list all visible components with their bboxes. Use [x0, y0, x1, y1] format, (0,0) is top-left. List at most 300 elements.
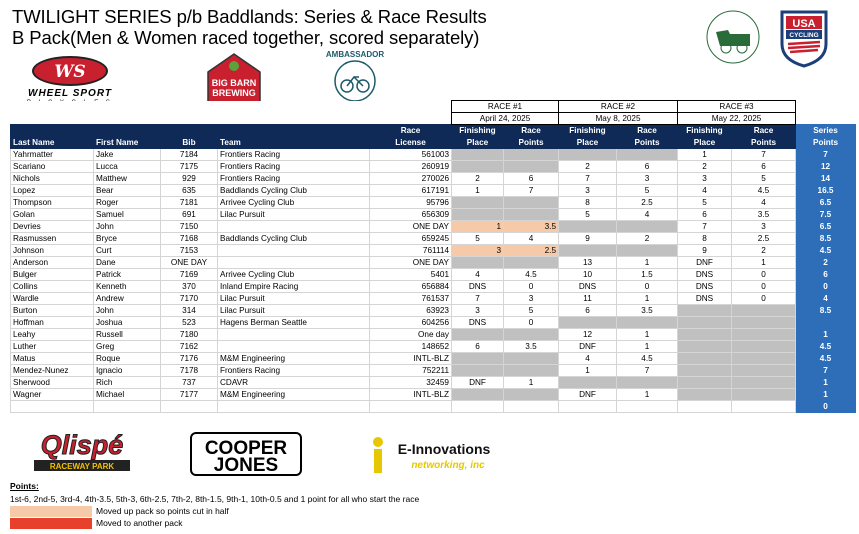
- cell-r2-points: [617, 317, 678, 329]
- cell-series-points: 4: [796, 293, 856, 305]
- cell-license: 659245: [370, 233, 452, 245]
- table-row: [11, 173, 856, 185]
- header-r2-points-2: Points: [617, 137, 678, 149]
- cell-license: INTL-BLZ: [370, 353, 452, 365]
- cell-team: M&M Engineering: [218, 353, 370, 365]
- cell-r2-points: 1: [617, 341, 678, 353]
- cell-r1-points: 1: [504, 377, 559, 389]
- cell-r2-place: 10: [559, 269, 617, 281]
- cell-r2-place: 2: [559, 161, 617, 173]
- cell-first-name: Andrew: [94, 293, 161, 305]
- cell-bib: 737: [161, 377, 218, 389]
- qlispe-raceway-park-logo: [22, 424, 142, 484]
- cell-last-name: Matus: [11, 353, 94, 365]
- cell-r1-points: 6: [504, 173, 559, 185]
- cell-license: 270026: [370, 173, 452, 185]
- cell-last-name: Burton: [11, 305, 94, 317]
- cell-r3-place: [678, 389, 732, 401]
- table-row: [11, 317, 856, 329]
- cell-team: Baddlands Cycling Club: [218, 233, 370, 245]
- cell-first-name: John: [94, 305, 161, 317]
- header-r1-place-1: Finishing: [452, 125, 504, 137]
- cell-bib: 7169: [161, 269, 218, 281]
- cell-r1-points: 3.5: [504, 221, 559, 233]
- header-bib: Bib: [161, 125, 218, 149]
- header-license-1: Race: [370, 125, 452, 137]
- cell-last-name: Collins: [11, 281, 94, 293]
- cell-r2-points: 4.5: [617, 353, 678, 365]
- cell-r1-points: [504, 209, 559, 221]
- cell-series-points: 6.5: [796, 221, 856, 233]
- header-r1-points-1: Race: [504, 125, 559, 137]
- cell-series-points: 7: [796, 149, 856, 161]
- cell-r2-points: 1: [617, 257, 678, 269]
- cell-r1-points: 3.5: [504, 341, 559, 353]
- legend-swatch-red: [10, 518, 92, 529]
- cell-series-points: [796, 317, 856, 329]
- cell-bib: 7178: [161, 365, 218, 377]
- cell-r1-place: 3: [452, 305, 504, 317]
- cell-r1-place: 2: [452, 173, 504, 185]
- cell-r1-points: 2.5: [504, 245, 559, 257]
- cell-bib: 7184: [161, 149, 218, 161]
- cell-license: 656884: [370, 281, 452, 293]
- cell-r1-place: [452, 257, 504, 269]
- cell-series-points: 4.5: [796, 353, 856, 365]
- cell-r2-points: 0: [617, 281, 678, 293]
- cell-license: INTL-BLZ: [370, 389, 452, 401]
- cell-r2-points: 1.5: [617, 269, 678, 281]
- cell-last-name: Leahy: [11, 329, 94, 341]
- table-row: [11, 233, 856, 245]
- cell-r1-place: [452, 353, 504, 365]
- cell-r2-points: 3.5: [617, 305, 678, 317]
- cell-r3-place: 5: [678, 197, 732, 209]
- cell-r1-place: [452, 401, 504, 413]
- cell-first-name: Rich: [94, 377, 161, 389]
- cell-r2-place: [559, 245, 617, 257]
- cell-team: Lilac Pursuit: [218, 209, 370, 221]
- cell-r2-place: 6: [559, 305, 617, 317]
- cell-r3-points: [732, 305, 796, 317]
- cell-series-points: 6: [796, 269, 856, 281]
- cell-r2-points: [617, 149, 678, 161]
- cell-r1-points: [504, 197, 559, 209]
- cell-last-name: Devries: [11, 221, 94, 233]
- cell-r1-points: 7: [504, 185, 559, 197]
- cell-license: 148652: [370, 341, 452, 353]
- cell-r3-points: [732, 317, 796, 329]
- cell-license: 761114: [370, 245, 452, 257]
- header-r2-place-1: Finishing: [559, 125, 617, 137]
- cell-first-name: Bear: [94, 185, 161, 197]
- cell-license: 561003: [370, 149, 452, 161]
- cell-r2-place: [559, 401, 617, 413]
- table-row: [11, 197, 856, 209]
- cell-r1-points: [504, 365, 559, 377]
- cell-r3-place: 6: [678, 209, 732, 221]
- cell-r2-points: 2.5: [617, 197, 678, 209]
- cell-r1-points: [504, 149, 559, 161]
- cell-first-name: Ignacio: [94, 365, 161, 377]
- cell-team: [218, 245, 370, 257]
- cell-last-name: Anderson: [11, 257, 94, 269]
- cell-r2-points: 3: [617, 173, 678, 185]
- cell-first-name: Jake: [94, 149, 161, 161]
- cell-team: [218, 341, 370, 353]
- cell-series-points: 1: [796, 389, 856, 401]
- table-row: [11, 341, 856, 353]
- cell-r2-place: DNF: [559, 389, 617, 401]
- cell-r3-points: [732, 389, 796, 401]
- cell-first-name: Joshua: [94, 317, 161, 329]
- cell-bib: 7168: [161, 233, 218, 245]
- cell-bib: 7176: [161, 353, 218, 365]
- cell-last-name: Sherwood: [11, 377, 94, 389]
- svg-text:networking, inc: networking, inc: [411, 460, 485, 471]
- cell-bib: 929: [161, 173, 218, 185]
- cell-r3-place: [678, 317, 732, 329]
- page-title: [12, 6, 487, 48]
- cell-series-points: 4.5: [796, 341, 856, 353]
- table-row: [11, 245, 856, 257]
- cell-r3-points: 1: [732, 257, 796, 269]
- cell-last-name: Johnson: [11, 245, 94, 257]
- header-r3-place-1: Finishing: [678, 125, 732, 137]
- cell-bib: [161, 401, 218, 413]
- cell-team: Frontiers Racing: [218, 161, 370, 173]
- cell-first-name: Roger: [94, 197, 161, 209]
- cell-r1-points: 3: [504, 293, 559, 305]
- table-row: [11, 161, 856, 173]
- header-series-2: Points: [796, 137, 856, 149]
- cell-r1-points: [504, 329, 559, 341]
- cell-first-name: Greg: [94, 341, 161, 353]
- cell-r2-place: DNF: [559, 341, 617, 353]
- cell-first-name: Russell: [94, 329, 161, 341]
- cell-series-points: 14: [796, 173, 856, 185]
- cell-r3-points: [732, 365, 796, 377]
- cell-r1-place: [452, 389, 504, 401]
- cell-r3-points: [732, 341, 796, 353]
- cell-team: M&M Engineering: [218, 389, 370, 401]
- cell-last-name: [11, 401, 94, 413]
- cell-r2-points: 6: [617, 161, 678, 173]
- table-row: [11, 149, 856, 161]
- cell-r3-points: 0: [732, 269, 796, 281]
- cell-r3-points: 4.5: [732, 185, 796, 197]
- cell-bib: 7180: [161, 329, 218, 341]
- cell-last-name: Lopez: [11, 185, 94, 197]
- svg-text:Qlispé: Qlispé: [40, 430, 124, 460]
- cell-r1-place: [452, 149, 504, 161]
- cell-r3-place: 1: [678, 149, 732, 161]
- cell-team: Frontiers Racing: [218, 365, 370, 377]
- cell-series-points: 0: [796, 281, 856, 293]
- cell-r2-place: [559, 377, 617, 389]
- cell-r3-points: [732, 329, 796, 341]
- cell-last-name: Bulger: [11, 269, 94, 281]
- cell-bib: 7162: [161, 341, 218, 353]
- cell-first-name: Lucca: [94, 161, 161, 173]
- header-r3-points-1: Race: [732, 125, 796, 137]
- legend-swatch-peach: [10, 506, 92, 517]
- cell-first-name: Dane: [94, 257, 161, 269]
- table-row: [11, 329, 856, 341]
- cell-license: 260919: [370, 161, 452, 173]
- cell-series-points: 4.5: [796, 245, 856, 257]
- column-header-row-1: [11, 125, 856, 137]
- table-row: [11, 365, 856, 377]
- header-r1-place-2: Place: [452, 137, 504, 149]
- cell-team: Arrivee Cycling Club: [218, 197, 370, 209]
- cell-series-points: 0: [796, 401, 856, 413]
- cell-r3-points: 0: [732, 281, 796, 293]
- cell-r1-points: 0: [504, 281, 559, 293]
- cell-r1-points: 4: [504, 233, 559, 245]
- cell-first-name: Patrick: [94, 269, 161, 281]
- cell-r1-points: [504, 257, 559, 269]
- cell-r1-points: [504, 401, 559, 413]
- table-row: [11, 353, 856, 365]
- table-row: [11, 293, 856, 305]
- cell-r2-place: 9: [559, 233, 617, 245]
- cell-r3-points: 5: [732, 173, 796, 185]
- cell-team: [218, 221, 370, 233]
- washington-state-bicycle-association-logo: [694, 8, 772, 66]
- cell-last-name: Thompson: [11, 197, 94, 209]
- cell-r2-place: 12: [559, 329, 617, 341]
- cell-license: ONE DAY: [370, 257, 452, 269]
- cell-r3-place: 8: [678, 233, 732, 245]
- cell-r1-place: [452, 365, 504, 377]
- cell-r2-place: 5: [559, 209, 617, 221]
- cell-team: [218, 257, 370, 269]
- table-row: [11, 389, 856, 401]
- points-title: Points:: [10, 481, 39, 491]
- table-row: [11, 377, 856, 389]
- title-line-1: TWILIGHT SERIES p/b Baddlands: Series & Race Results: [12, 6, 487, 27]
- table-row: [11, 401, 856, 413]
- cell-r2-place: [559, 149, 617, 161]
- cell-r2-place: 13: [559, 257, 617, 269]
- cell-team: [218, 401, 370, 413]
- race-2-date: May 8, 2025: [559, 113, 678, 125]
- cell-r3-place: [678, 365, 732, 377]
- cell-first-name: Matthew: [94, 173, 161, 185]
- cell-r2-points: 1: [617, 329, 678, 341]
- cell-r2-place: 1: [559, 365, 617, 377]
- cell-first-name: [94, 401, 161, 413]
- cell-r1-place: DNS: [452, 317, 504, 329]
- cell-license: 761537: [370, 293, 452, 305]
- header-r2-place-2: Place: [559, 137, 617, 149]
- table-row: [11, 221, 856, 233]
- cell-series-points: 1: [796, 329, 856, 341]
- cell-r1-place: 1: [452, 185, 504, 197]
- table-row: [11, 281, 856, 293]
- race-name-row: [11, 101, 856, 113]
- cell-r3-place: 7: [678, 221, 732, 233]
- cell-r2-points: [617, 377, 678, 389]
- cell-r3-place: 4: [678, 185, 732, 197]
- cell-r1-place: [452, 161, 504, 173]
- cell-r2-points: 7: [617, 365, 678, 377]
- results-table: [10, 100, 856, 413]
- cell-license: 5401: [370, 269, 452, 281]
- cell-r1-points: 0: [504, 317, 559, 329]
- cell-team: Lilac Pursuit: [218, 293, 370, 305]
- legend-red-label: Moved to another pack: [96, 518, 183, 528]
- cell-r1-place: 4: [452, 269, 504, 281]
- cell-license: 95796: [370, 197, 452, 209]
- cell-r2-place: 8: [559, 197, 617, 209]
- cell-team: Inland Empire Racing: [218, 281, 370, 293]
- cell-series-points: 2: [796, 257, 856, 269]
- e-innovations-logo: [364, 432, 504, 478]
- header-series-1: Series: [796, 125, 856, 137]
- cell-bib: 7181: [161, 197, 218, 209]
- cell-series-points: 8.5: [796, 305, 856, 317]
- cell-r2-place: 4: [559, 353, 617, 365]
- cell-r3-place: DNS: [678, 293, 732, 305]
- svg-text:USA: USA: [792, 18, 816, 30]
- cell-r3-points: [732, 377, 796, 389]
- header-license-2: License: [370, 137, 452, 149]
- cell-last-name: Nichols: [11, 173, 94, 185]
- header-last-name: Last Name: [11, 125, 94, 149]
- cell-r3-place: DNS: [678, 281, 732, 293]
- cell-r1-points: [504, 353, 559, 365]
- cell-last-name: Mendez-Nunez: [11, 365, 94, 377]
- cell-series-points: 8.5: [796, 233, 856, 245]
- cell-bib: 7150: [161, 221, 218, 233]
- cell-last-name: Golan: [11, 209, 94, 221]
- cell-series-points: 7.5: [796, 209, 856, 221]
- cell-r1-place: 1: [452, 221, 504, 233]
- cell-r1-points: [504, 161, 559, 173]
- cell-r2-points: [617, 221, 678, 233]
- cell-r3-place: [678, 341, 732, 353]
- cell-last-name: Luther: [11, 341, 94, 353]
- cell-r1-points: 5: [504, 305, 559, 317]
- cell-r2-points: [617, 401, 678, 413]
- cell-r2-place: 11: [559, 293, 617, 305]
- cell-license: 32459: [370, 377, 452, 389]
- wheel-sport-logo: WS WHEEL SPORT: [10, 56, 130, 106]
- cell-license: ONE DAY: [370, 221, 452, 233]
- cell-license: [370, 401, 452, 413]
- svg-text:CYCLING: CYCLING: [789, 32, 819, 39]
- race-3-date: May 22, 2025: [678, 113, 796, 125]
- cooper-jones-logo: COOPER JONES: [190, 432, 302, 476]
- cell-r3-points: 2: [732, 245, 796, 257]
- cell-r3-place: DNF: [678, 257, 732, 269]
- header-r3-points-2: Points: [732, 137, 796, 149]
- cell-r3-points: 4: [732, 197, 796, 209]
- cell-team: Hagens Berman Seattle: [218, 317, 370, 329]
- cell-bib: ONE DAY: [161, 257, 218, 269]
- cell-r1-points: [504, 389, 559, 401]
- cell-r1-place: 7: [452, 293, 504, 305]
- points-text: 1st-6, 2nd-5, 3rd-4, 4th-3.5, 5th-3, 6th-2.5, 7th-2, 8th-1.5, 9th-1, 10th-0.5 and 1 point for all who start the race: [10, 494, 420, 504]
- table-row: [11, 209, 856, 221]
- cell-last-name: Hoffman: [11, 317, 94, 329]
- race-2-name: RACE #2: [559, 101, 678, 113]
- cell-bib: 370: [161, 281, 218, 293]
- cell-first-name: Kenneth: [94, 281, 161, 293]
- table-row: [11, 269, 856, 281]
- cell-bib: 7153: [161, 245, 218, 257]
- cell-series-points: 7: [796, 365, 856, 377]
- cell-r3-place: 9: [678, 245, 732, 257]
- cell-r3-place: [678, 353, 732, 365]
- cell-license: 63923: [370, 305, 452, 317]
- cell-r3-points: 2.5: [732, 233, 796, 245]
- cell-r2-place: 7: [559, 173, 617, 185]
- cell-series-points: 6.5: [796, 197, 856, 209]
- cell-r1-place: 5: [452, 233, 504, 245]
- cell-r1-place: DNS: [452, 281, 504, 293]
- cell-team: Lilac Pursuit: [218, 305, 370, 317]
- cell-r2-points: 4: [617, 209, 678, 221]
- header-r3-place-2: Place: [678, 137, 732, 149]
- race-3-name: RACE #3: [678, 101, 796, 113]
- cell-first-name: Samuel: [94, 209, 161, 221]
- cell-bib: 314: [161, 305, 218, 317]
- cell-bib: 635: [161, 185, 218, 197]
- cell-team: Frontiers Racing: [218, 149, 370, 161]
- cell-r2-points: 5: [617, 185, 678, 197]
- cell-bib: 7175: [161, 161, 218, 173]
- cell-r2-place: 3: [559, 185, 617, 197]
- cell-r3-points: 6: [732, 161, 796, 173]
- cell-last-name: Wardle: [11, 293, 94, 305]
- cell-team: CDAVR: [218, 377, 370, 389]
- cell-r1-points: 4.5: [504, 269, 559, 281]
- cell-first-name: Roque: [94, 353, 161, 365]
- usa-cycling-logo: [778, 8, 830, 68]
- cell-r1-place: 6: [452, 341, 504, 353]
- table-row: [11, 257, 856, 269]
- cell-license: One day: [370, 329, 452, 341]
- cell-bib: 691: [161, 209, 218, 221]
- race-date-row: [11, 113, 856, 125]
- race-1-name: RACE #1: [452, 101, 559, 113]
- cell-license: 656309: [370, 209, 452, 221]
- cell-bib: 7170: [161, 293, 218, 305]
- cell-r3-points: 3.5: [732, 209, 796, 221]
- header-r1-points-2: Points: [504, 137, 559, 149]
- cell-r3-place: 2: [678, 161, 732, 173]
- cell-r3-points: 3: [732, 221, 796, 233]
- cell-license: 604256: [370, 317, 452, 329]
- cell-r2-points: 1: [617, 389, 678, 401]
- table-row: [11, 185, 856, 197]
- cell-first-name: John: [94, 221, 161, 233]
- big-barn-brewing-logo: BIG BARN BREWING: [196, 52, 272, 118]
- cell-r2-place: [559, 221, 617, 233]
- cell-r1-place: [452, 209, 504, 221]
- cell-first-name: Curt: [94, 245, 161, 257]
- cell-first-name: Bryce: [94, 233, 161, 245]
- title-line-2: B Pack(Men & Women raced together, scored separately): [12, 27, 480, 48]
- cell-first-name: Michael: [94, 389, 161, 401]
- cell-r1-place: DNF: [452, 377, 504, 389]
- cell-r3-place: [678, 329, 732, 341]
- cell-r3-place: [678, 377, 732, 389]
- cell-license: 617191: [370, 185, 452, 197]
